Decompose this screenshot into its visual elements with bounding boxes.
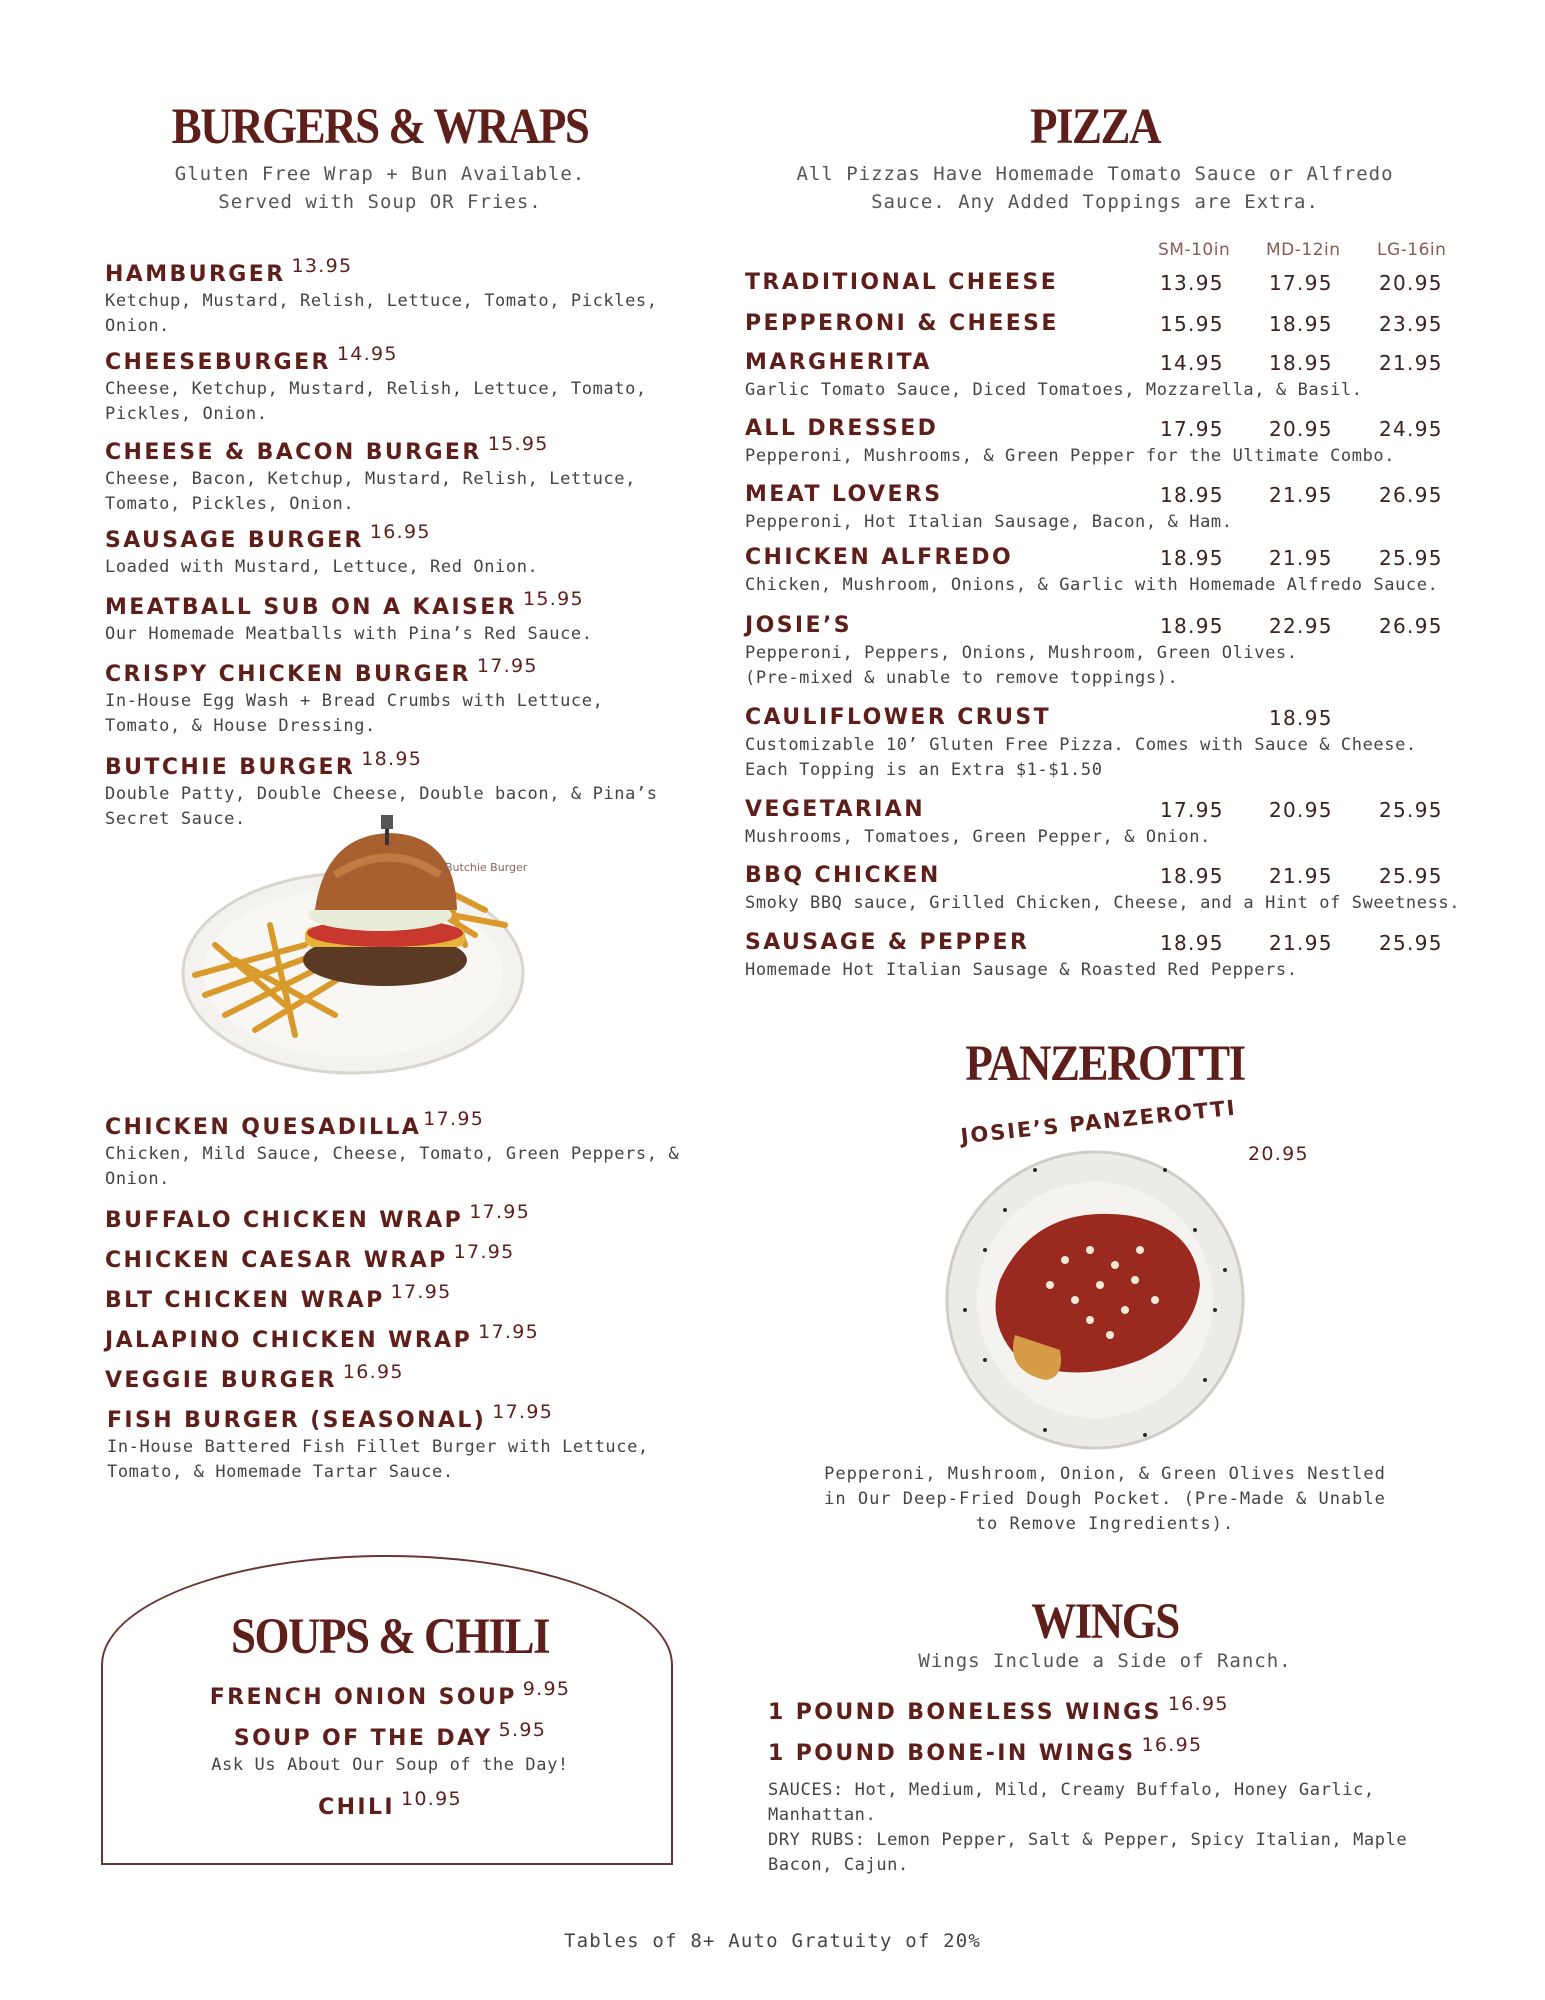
- price-lg: 25.95: [1379, 798, 1443, 822]
- pizza-subtitle: [745, 160, 1445, 216]
- pizza-item-vegetarian: [745, 797, 1465, 850]
- item-description: Chicken, Mushroom, Onions, & Garlic with Homemade Alfredo Sauce.: [745, 575, 1439, 595]
- item-price: 17.95: [390, 1281, 452, 1303]
- item-name: VEGGIE BURGER: [105, 1368, 337, 1393]
- price-md: 22.95: [1269, 614, 1333, 638]
- item-price: 17.95: [469, 1201, 531, 1223]
- pizza-subtitle-line1: All Pizzas Have Homemade Tomato Sauce or Alfredo: [796, 163, 1394, 185]
- item-price: 16.95: [1167, 1693, 1229, 1715]
- price-sm: 18.95: [1160, 864, 1224, 888]
- pizza-item-josies: [745, 613, 1465, 691]
- item-description: Smoky BBQ sauce, Grilled Chicken, Cheese, and a Hint of Sweetness.: [745, 893, 1461, 913]
- price-lg: 26.95: [1379, 614, 1443, 638]
- soup-item-french-onion: [105, 1678, 675, 1710]
- item-price: 16.95: [342, 1361, 404, 1383]
- item-name: MEAT LOVERS: [745, 482, 943, 507]
- item-price: 16.95: [1141, 1734, 1203, 1756]
- item-price: 17.95: [423, 1108, 485, 1130]
- price-lg: 23.95: [1379, 312, 1443, 336]
- price-sm: 18.95: [1160, 483, 1224, 507]
- item-description: Cheese, Ketchup, Mustard, Relish, Lettuce, Tomato, Pickles, Onion.: [105, 379, 647, 424]
- item-price: 17.95: [453, 1241, 515, 1263]
- item-description: Ask Us About Our Soup of the Day!: [211, 1755, 569, 1775]
- item-price: 17.95: [478, 1321, 540, 1343]
- photo-caption: Butchie Burger: [445, 861, 528, 874]
- menu-item-veggie-burger: [105, 1361, 404, 1393]
- pizza-item-meat-lovers: [745, 482, 1465, 535]
- item-description: Ketchup, Mustard, Relish, Lettuce, Tomato, Pickles, Onion.: [105, 291, 658, 336]
- item-name: SOUP OF THE DAY: [233, 1726, 493, 1751]
- price-md: 21.95: [1269, 931, 1333, 955]
- item-price: 14.95: [336, 343, 398, 365]
- item-description: Chicken, Mild Sauce, Cheese, Tomato, Green Peppers, & Onion.: [105, 1144, 680, 1189]
- item-name: CHILI: [318, 1795, 396, 1820]
- price-md: 18.95: [1269, 351, 1333, 375]
- item-price: 18.95: [361, 748, 423, 770]
- price-sm: 17.95: [1160, 417, 1224, 441]
- item-name: TRADITIONAL CHEESE: [745, 270, 1059, 295]
- panzerotti-item-name: JOSIE’S PANZEROTTI: [959, 1095, 1238, 1149]
- menu-item-buffalo-chicken-wrap: [105, 1201, 531, 1233]
- price-sm: 18.95: [1160, 614, 1224, 638]
- item-name: 1 POUND BONE-IN WINGS: [768, 1741, 1136, 1766]
- wings-subtitle: Wings Include a Side of Ranch.: [918, 1650, 1292, 1672]
- pizza-subtitle-line2: Sauce. Any Added Toppings are Extra.: [871, 191, 1319, 213]
- panzerotti-item-price: 20.95: [1248, 1143, 1309, 1165]
- item-name: BUFFALO CHICKEN WRAP: [105, 1208, 464, 1233]
- item-name: JOSIE’S: [745, 613, 852, 638]
- price-lg: 25.95: [1379, 864, 1443, 888]
- item-name: CHICKEN QUESADILLA: [105, 1115, 422, 1140]
- item-description: Homemade Hot Italian Sausage & Roasted Red Peppers.: [745, 960, 1298, 980]
- item-description: Customizable 10’ Gluten Free Pizza. Comes with Sauce & Cheese. Each Topping is an Extra $1-$1.50: [745, 735, 1417, 780]
- menu-item-jalapino-chicken-wrap: [105, 1321, 540, 1353]
- item-name: MEATBALL SUB ON A KAISER: [105, 595, 518, 620]
- soup-item-chili: [105, 1788, 675, 1820]
- price-lg: 25.95: [1379, 931, 1443, 955]
- item-description: Cheese, Bacon, Ketchup, Mustard, Relish, Lettuce, Tomato, Pickles, Onion.: [105, 469, 636, 514]
- item-name: BLT CHICKEN WRAP: [105, 1288, 385, 1313]
- item-name: CRISPY CHICKEN BURGER: [105, 662, 471, 687]
- item-description: Pepperoni, Hot Italian Sausage, Bacon, & Ham.: [745, 512, 1233, 532]
- price-sm: 17.95: [1160, 798, 1224, 822]
- pizza-item-sausage-pepper: [745, 930, 1465, 983]
- price-md: 18.95: [1269, 312, 1333, 336]
- price-md: 21.95: [1269, 546, 1333, 570]
- item-price: 15.95: [523, 588, 584, 610]
- price-lg: 21.95: [1379, 351, 1443, 375]
- item-price: 17.95: [492, 1401, 554, 1423]
- panzerotti-title: PANZEROTTI: [965, 1035, 1245, 1091]
- item-name: HAMBURGER: [105, 262, 286, 287]
- item-name: PEPPERONI & CHEESE: [745, 311, 1059, 336]
- price-md: 21.95: [1269, 483, 1333, 507]
- item-name: CAULIFLOWER CRUST: [745, 705, 1052, 730]
- item-name: BBQ CHICKEN: [745, 863, 941, 888]
- item-name: SAUSAGE BURGER: [105, 528, 364, 553]
- price-sm: 14.95: [1160, 351, 1224, 375]
- wings-title: WINGS: [1031, 1593, 1179, 1649]
- wings-item-boneless: [768, 1693, 1229, 1725]
- pizza-item-bbq-chicken: [745, 863, 1465, 916]
- pizza-item-pepperoni-cheese: [745, 311, 1465, 336]
- item-description: In-House Egg Wash + Bread Crumbs with Lettuce, Tomato, & House Dressing.: [105, 691, 604, 736]
- menu-item-crispy-chicken-burger: [105, 655, 604, 739]
- item-name: CHEESE & BACON BURGER: [105, 440, 482, 465]
- item-name: CHICKEN ALFREDO: [745, 545, 1014, 570]
- item-description: Our Homemade Meatballs with Pina’s Red Sauce.: [105, 624, 593, 644]
- price-lg: 25.95: [1379, 546, 1443, 570]
- price-sm: 18.95: [1160, 931, 1224, 955]
- item-name: ALL DRESSED: [745, 416, 939, 441]
- item-description: Pepperoni, Peppers, Onions, Mushroom, Green Olives. (Pre-mixed & unable to remove toppings).: [745, 643, 1298, 688]
- price-lg: 20.95: [1379, 271, 1443, 295]
- price-md: 18.95: [1269, 706, 1333, 730]
- price-sm: 13.95: [1160, 271, 1224, 295]
- wings-sauces: SAUCES: Hot, Medium, Mild, Creamy Buffalo, Honey Garlic, Manhattan. DRY RUBS: Lemon Pepper, Salt & Pepper, Spicy Italian, Maple Bacon, Cajun.: [768, 1780, 1408, 1875]
- item-name: CHICKEN CAESAR WRAP: [105, 1248, 448, 1273]
- menu-item-chicken-caesar-wrap: [105, 1241, 515, 1273]
- item-name: FISH BURGER (SEASONAL): [107, 1408, 487, 1433]
- price-md: 17.95: [1269, 271, 1333, 295]
- item-name: MARGHERITA: [745, 350, 932, 375]
- panzerotti-description: Pepperoni, Mushroom, Onion, & Green Olives Nestled in Our Deep-Fried Dough Pocket. (Pre-Made & Unable to Remove Ingredients).: [824, 1464, 1386, 1534]
- item-price: 17.95: [476, 655, 538, 677]
- menu-item-sausage-burger: [105, 521, 539, 580]
- item-description: Loaded with Mustard, Lettuce, Red Onion.: [105, 557, 539, 577]
- item-description: In-House Battered Fish Fillet Burger with Lettuce, Tomato, & Homemade Tartar Sauce.: [107, 1437, 649, 1482]
- soups-title: SOUPS & CHILI: [230, 1608, 550, 1664]
- item-price: 5.95: [498, 1719, 547, 1741]
- menu-item-meatball-sub: [105, 588, 593, 647]
- footer-note: Tables of 8+ Auto Gratuity of 20%: [563, 1930, 982, 1952]
- pizza-item-all-dressed: [745, 416, 1465, 469]
- menu-item-fish-burger: [107, 1401, 649, 1485]
- item-name: SAUSAGE & PEPPER: [745, 930, 1030, 955]
- menu-item-chicken-quesadilla: [105, 1108, 680, 1192]
- item-name: FRENCH ONION SOUP: [209, 1685, 517, 1710]
- burgers-subtitle-line1: Gluten Free Wrap + Bun Available.: [174, 163, 586, 185]
- burgers-subtitle-line2: Served with Soup OR Fries.: [218, 191, 542, 213]
- panzerotti-photo: [925, 1110, 1265, 1450]
- item-name: VEGETARIAN: [745, 797, 926, 822]
- pizza-item-chicken-alfredo: [745, 545, 1465, 598]
- price-sm: 18.95: [1160, 546, 1224, 570]
- price-lg: 26.95: [1379, 483, 1443, 507]
- menu-item-cheeseburger: [105, 343, 647, 427]
- price-lg: 24.95: [1379, 417, 1443, 441]
- item-name: BUTCHIE BURGER: [105, 755, 356, 780]
- item-price: 13.95: [291, 255, 353, 277]
- item-name: JALAPINO CHICKEN WRAP: [105, 1328, 473, 1353]
- menu-item-cheese-bacon-burger: [105, 433, 636, 517]
- pizza-item-traditional-cheese: [745, 270, 1465, 295]
- price-md: 20.95: [1269, 417, 1333, 441]
- item-price: 9.95: [522, 1678, 571, 1700]
- size-header-sm: SM-10in: [1158, 240, 1231, 260]
- price-md: 20.95: [1269, 798, 1333, 822]
- price-sm: 15.95: [1160, 312, 1224, 336]
- item-price: 16.95: [369, 521, 431, 543]
- burgers-subtitle: [105, 160, 655, 216]
- menu-item-hamburger: [105, 255, 658, 339]
- wings-item-bone-in: [768, 1734, 1203, 1766]
- item-price: 10.95: [401, 1788, 462, 1810]
- butchie-burger-photo: [175, 815, 555, 1095]
- item-description: Double Patty, Double Cheese, Double bacon, & Pina’s Secret Sauce.: [105, 784, 658, 829]
- soup-item-soup-of-the-day: [105, 1719, 675, 1778]
- pizza-item-cauliflower-crust: [745, 705, 1465, 783]
- size-header-lg: LG-16in: [1377, 240, 1447, 260]
- item-description: Pepperoni, Mushrooms, & Green Pepper for the Ultimate Combo.: [745, 446, 1396, 466]
- pizza-title: PIZZA: [1029, 98, 1161, 154]
- item-description: Mushrooms, Tomatoes, Green Pepper, & Onion.: [745, 827, 1211, 847]
- price-md: 21.95: [1269, 864, 1333, 888]
- item-name: 1 POUND BONELESS WINGS: [768, 1700, 1162, 1725]
- item-name: CHEESEBURGER: [105, 350, 331, 375]
- burgers-title: BURGERS & WRAPS: [171, 98, 589, 154]
- item-description: Garlic Tomato Sauce, Diced Tomatoes, Mozzarella, & Basil.: [745, 380, 1363, 400]
- menu-item-blt-chicken-wrap: [105, 1281, 452, 1313]
- item-price: 15.95: [487, 433, 549, 455]
- pizza-item-margherita: [745, 350, 1465, 403]
- size-header-md: MD-12in: [1266, 240, 1341, 260]
